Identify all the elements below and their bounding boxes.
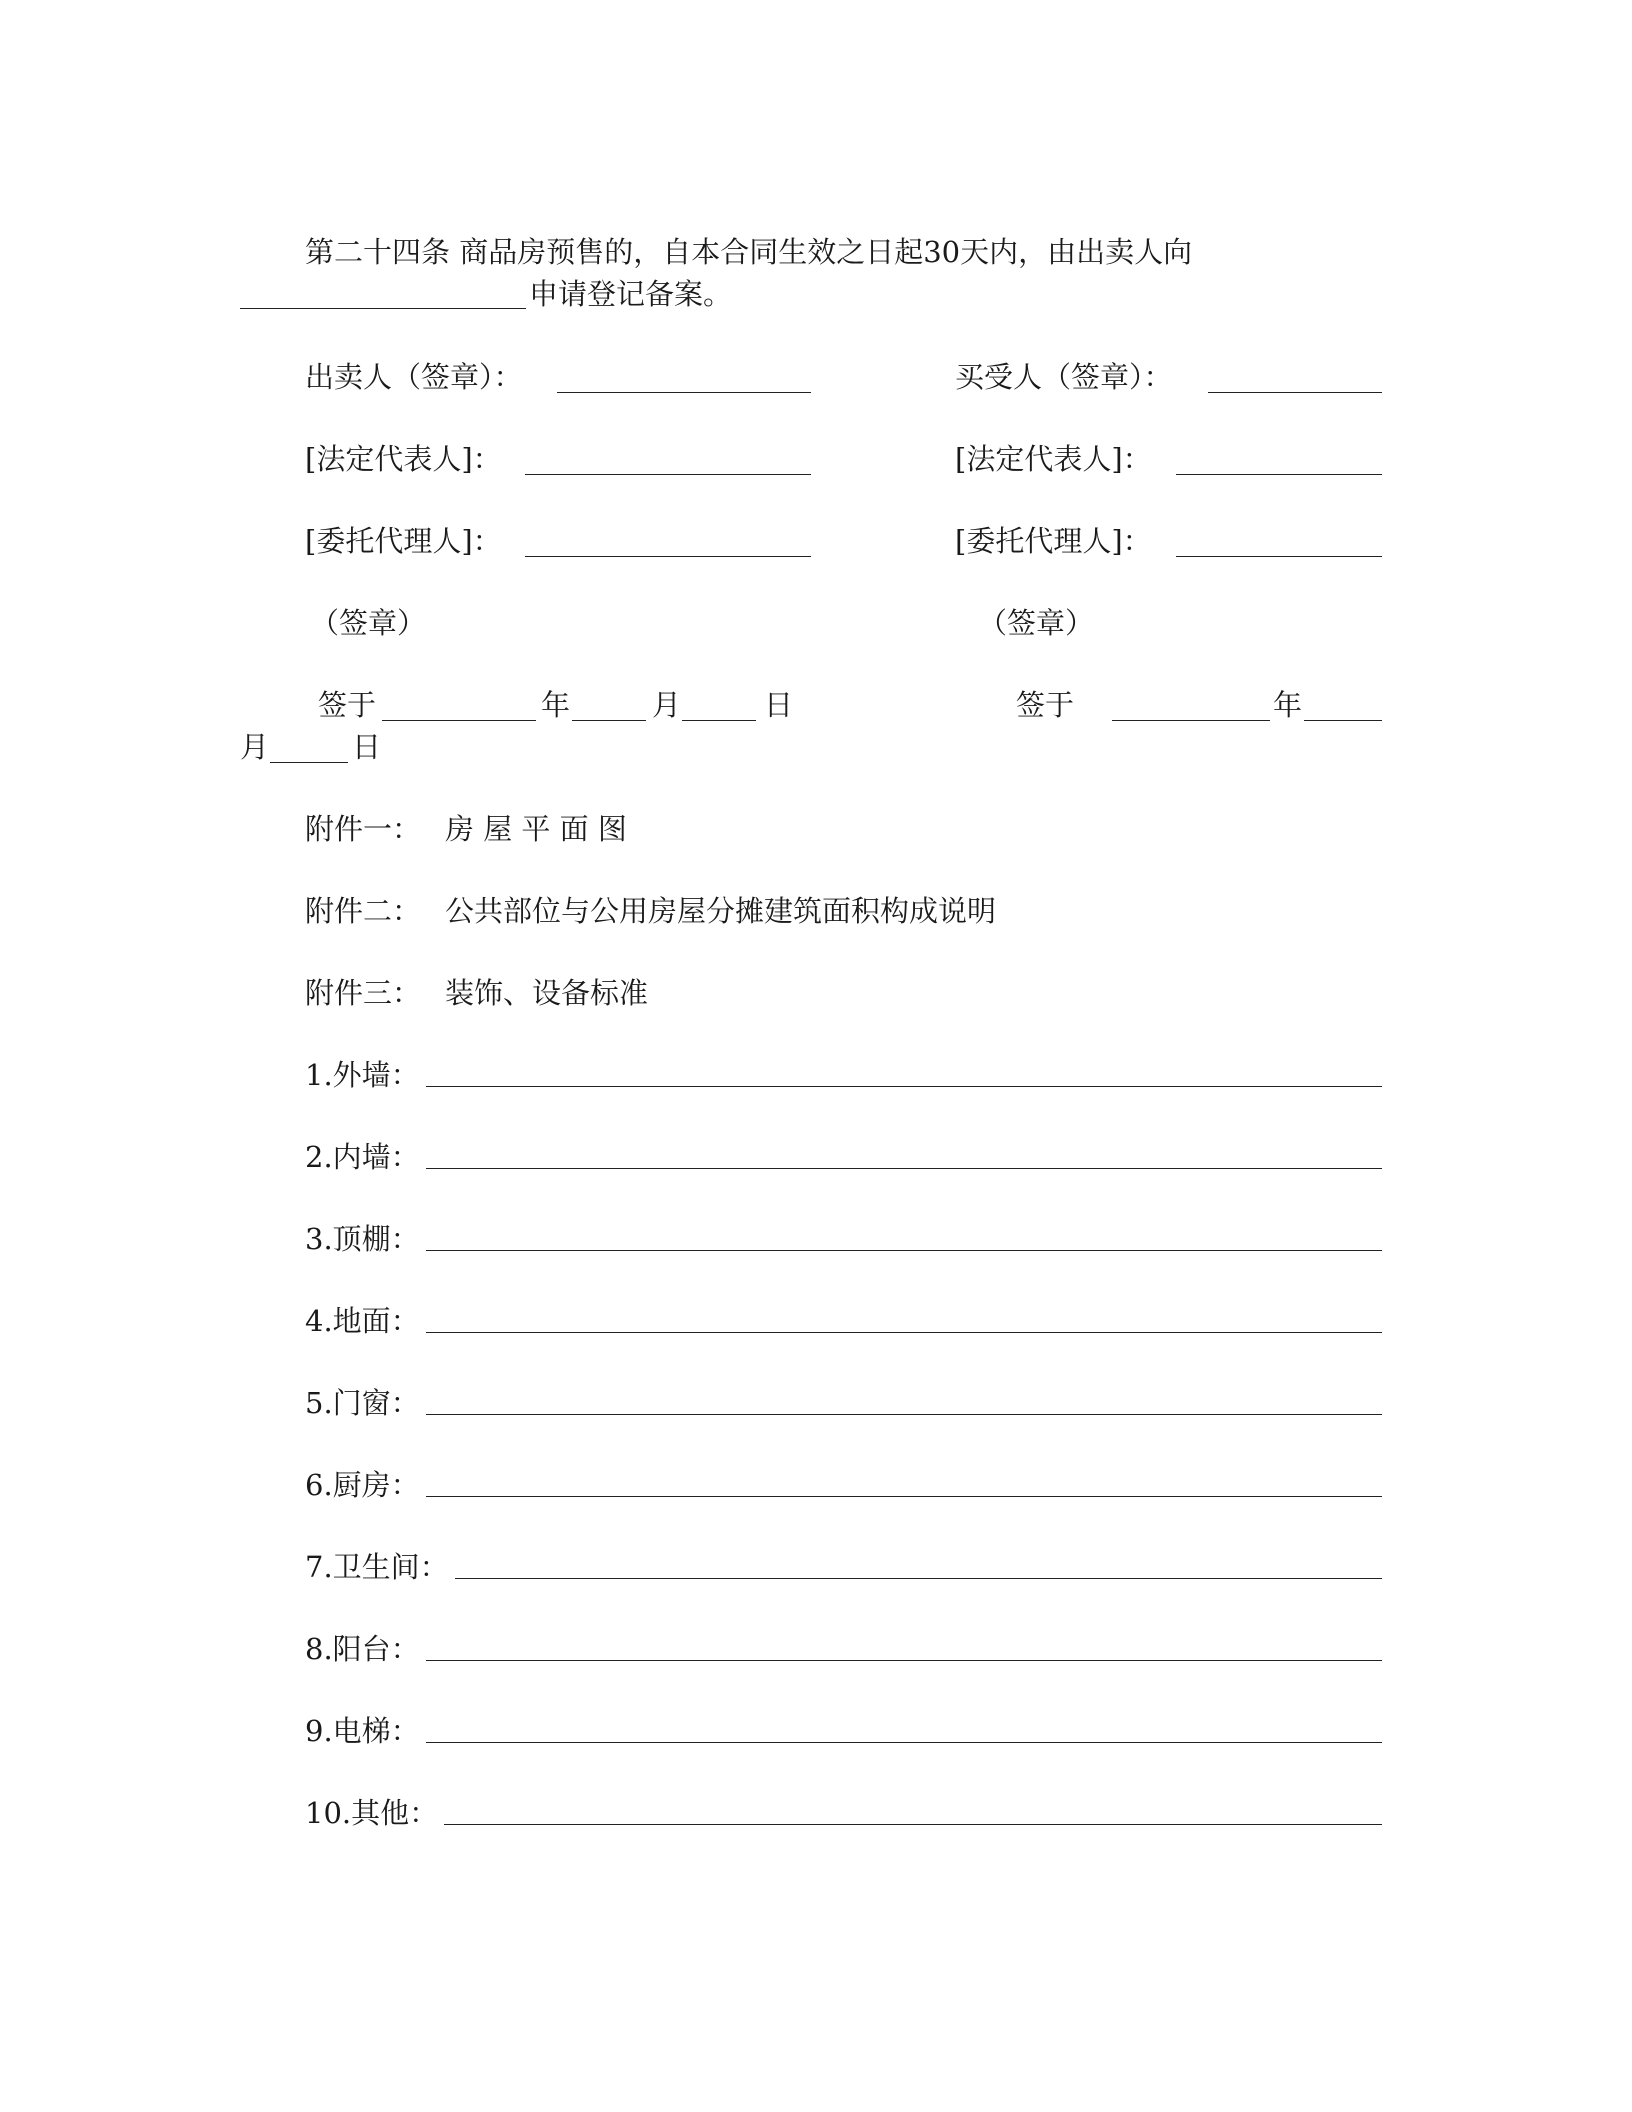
seller-day-label: 日 — [764, 688, 794, 722]
seller-month-blank[interactable] — [572, 720, 646, 721]
buyer-sign-blank[interactable] — [1208, 392, 1382, 393]
standard-item — [305, 1547, 1382, 1587]
buyer-day-label: 日 — [352, 730, 382, 764]
attachment-2-title: 公共部位与公用房屋分摊建筑面积构成说明 — [445, 894, 997, 928]
standard-blank[interactable] — [426, 1496, 1382, 1497]
attachment-2-label: 附件二： — [305, 894, 422, 928]
standard-blank[interactable] — [426, 1660, 1382, 1661]
seller-seal-label: （签章） — [310, 606, 427, 640]
standard-blank[interactable] — [426, 1168, 1382, 1169]
standard-item — [305, 1219, 1382, 1259]
standard-blank[interactable] — [426, 1332, 1382, 1333]
buyer-day-blank[interactable] — [270, 762, 348, 763]
buyer-seal-label: （签章） — [978, 606, 1095, 640]
standard-blank[interactable] — [455, 1578, 1382, 1579]
standard-item — [305, 1465, 1382, 1505]
buyer-year-blank[interactable] — [1112, 720, 1270, 721]
standard-blank[interactable] — [426, 1086, 1382, 1087]
seller-year-label: 年 — [541, 688, 571, 722]
buyer-date-prefix: 签于 — [1016, 688, 1075, 722]
standard-label: 8.阳台： — [305, 1632, 420, 1666]
attachment-3-label: 附件三： — [305, 976, 422, 1010]
attachment-3-title: 装饰、设备标准 — [445, 976, 649, 1010]
attachment-1-title: 房 屋 平 面 图 — [445, 812, 627, 846]
standard-blank[interactable] — [426, 1742, 1382, 1743]
buyer-sign-label: 买受人（签章）： — [955, 360, 1173, 394]
standard-blank[interactable] — [426, 1414, 1382, 1415]
standard-item — [305, 1137, 1382, 1177]
article-24-line2: 申请登记备案。 — [529, 277, 733, 311]
registration-authority-blank[interactable] — [240, 308, 526, 309]
buyer-legal-rep-label: [法定代表人]： — [955, 442, 1152, 476]
standard-item — [305, 1055, 1382, 1095]
standard-label: 5.门窗： — [305, 1386, 420, 1420]
standard-item — [305, 1383, 1382, 1423]
standard-label: 10.其他： — [305, 1796, 439, 1830]
standard-item — [305, 1793, 1382, 1833]
buyer-agent-label: [委托代理人]： — [955, 524, 1152, 558]
seller-sign-blank[interactable] — [557, 392, 811, 393]
standard-label: 6.厨房： — [305, 1468, 420, 1502]
seller-legal-rep-label: [法定代表人]： — [305, 442, 502, 476]
standard-label: 2.内墙： — [305, 1140, 420, 1174]
standard-label: 9.电梯： — [305, 1714, 420, 1748]
standard-label: 7.卫生间： — [305, 1550, 449, 1584]
standard-blank[interactable] — [444, 1824, 1382, 1825]
seller-legal-rep-blank[interactable] — [525, 474, 811, 475]
buyer-legal-rep-blank[interactable] — [1176, 474, 1382, 475]
standard-item — [305, 1629, 1382, 1669]
seller-sign-label: 出卖人（签章）： — [305, 360, 523, 394]
buyer-year-label: 年 — [1273, 688, 1303, 722]
standard-label: 4.地面： — [305, 1304, 420, 1338]
standard-item — [305, 1711, 1382, 1751]
seller-year-blank[interactable] — [382, 720, 536, 721]
seller-month-label: 月 — [652, 688, 682, 722]
buyer-month-blank[interactable] — [1304, 720, 1382, 721]
standard-item — [305, 1301, 1382, 1341]
article-24-line1: 第二十四条 商品房预售的，自本合同生效之日起30天内，由出卖人向 — [305, 235, 1193, 269]
standard-label: 1.外墙： — [305, 1058, 420, 1092]
seller-agent-label: [委托代理人]： — [305, 524, 502, 558]
buyer-month-label: 月 — [240, 730, 270, 764]
seller-date-prefix: 签于 — [318, 688, 377, 722]
seller-day-blank[interactable] — [682, 720, 756, 721]
buyer-agent-blank[interactable] — [1176, 556, 1382, 557]
attachment-1-label: 附件一： — [305, 812, 422, 846]
standard-label: 3.顶棚： — [305, 1222, 420, 1256]
standard-blank[interactable] — [426, 1250, 1382, 1251]
seller-agent-blank[interactable] — [525, 556, 811, 557]
